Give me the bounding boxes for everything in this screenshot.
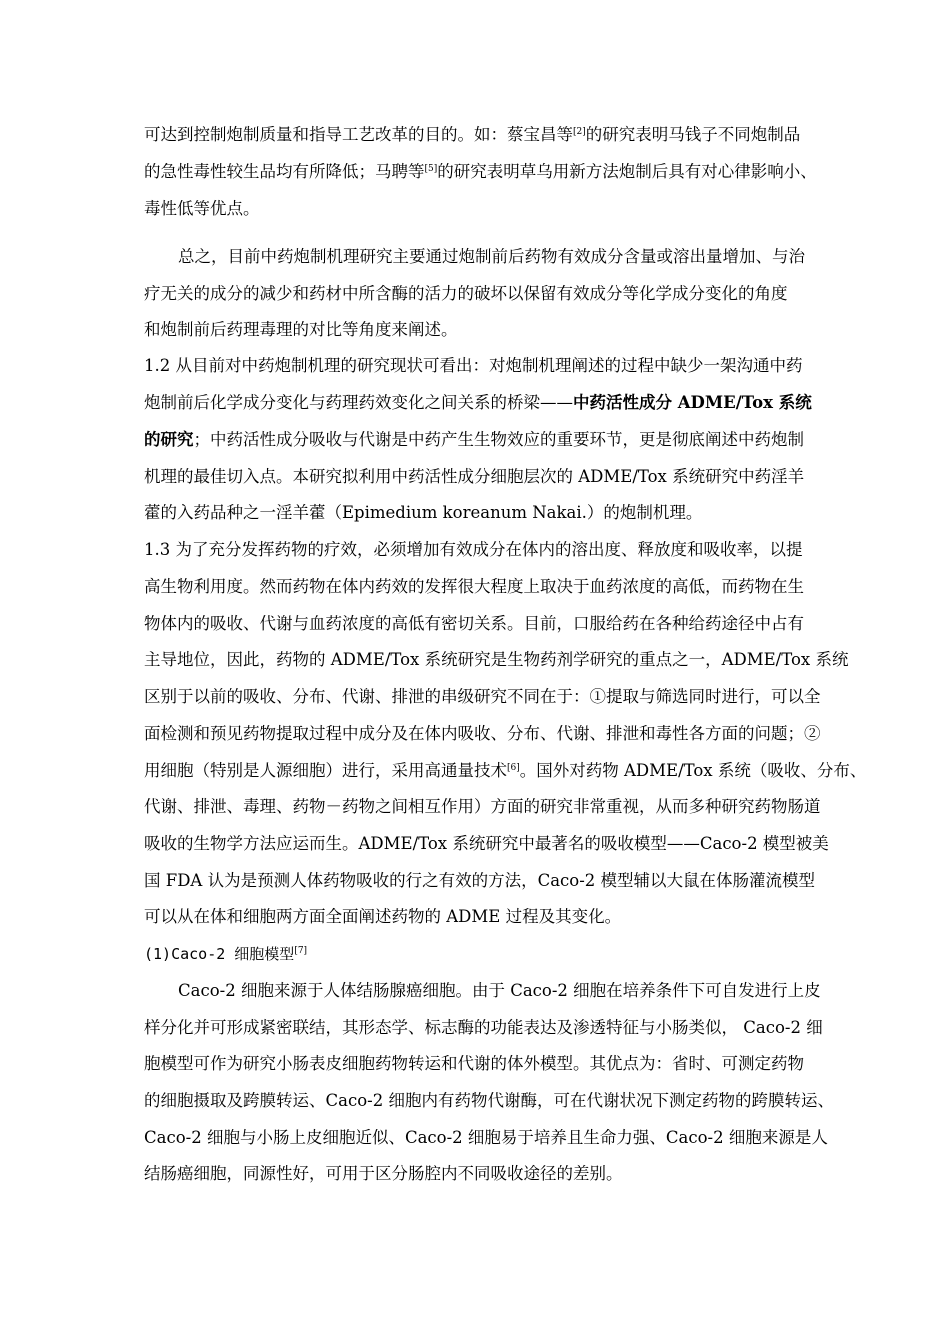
- text-line: 1.2 从目前对中药炮制机理的研究现状可看出：对炮制机理阐述的过程中缺少一架沟通中药: [144, 356, 803, 375]
- text-line: 和炮制前后药理毒理的对比等角度来阐述。: [144, 320, 458, 339]
- text-run: 的研究表明马钱子不同炮制品: [585, 125, 801, 144]
- citation-ref: [5]: [424, 164, 438, 174]
- text-line: 高生物利用度。然而药物在体内药效的发挥很大程度上取决于血药浓度的高低，而药物在生: [144, 577, 804, 596]
- text-line: 藿的入药品种之一淫羊藿（Epimedium koreanum Nakai.）的炮制机理。: [144, 503, 703, 522]
- text-line: 代谢、排泄、毒理、药物－药物之间相互作用）方面的研究非常重视，从而多种研究药物肠道: [144, 797, 821, 816]
- text-line: 的细胞摄取及跨膜转运、Caco-2 细胞内有药物代谢酶，可在代谢状况下测定药物的跨膜转运、: [144, 1091, 834, 1110]
- text-run: 的研究表明草乌用新方法炮制后具有对心律影响小、: [437, 162, 817, 181]
- text-run: 可达到控制炮制质量和指导工艺改革的目的。如：蔡宝昌等: [144, 125, 573, 144]
- text-line: [144, 429, 804, 451]
- text-line: 毒性低等优点。: [144, 199, 260, 218]
- text-line: 胞模型可作为研究小肠表皮细胞药物转运和代谢的体外模型。其优点为：省时、可测定药物: [144, 1054, 804, 1073]
- text-run: 的急性毒性较生品均有所降低；马聘等: [144, 162, 425, 181]
- citation-ref: [6]: [507, 763, 520, 773]
- citation-ref: [7]: [294, 946, 308, 956]
- text-run: 炮制前后化学成分变化与药理药效变化之间关系的桥梁——: [144, 393, 573, 412]
- text-line: [144, 124, 800, 146]
- text-line: 1.3 为了充分发挥药物的疗效，必须增加有效成分在体内的溶出度、释放度和吸收率，以提: [144, 540, 803, 559]
- text-run: 。国外对药物 ADME/Tox 系统（吸收、分布、: [519, 761, 867, 780]
- citation-ref: [2]: [573, 127, 586, 137]
- text-line: 疗无关的成分的减少和药材中所含酶的活力的破坏以保留有效成分等化学成分变化的角度: [144, 284, 788, 303]
- text-line: 结肠癌细胞，同源性好，可用于区分肠腔内不同吸收途径的差别。: [144, 1164, 623, 1183]
- text-run: ；中药活性成分吸收与代谢是中药产生生物效应的重要环节，更是彻底阐述中药炮制: [193, 430, 804, 449]
- text-run: 用细胞（特别是人源细胞）进行，采用高通量技术: [144, 761, 507, 780]
- text-line: 机理的最佳切入点。本研究拟利用中药活性成分细胞层次的 ADME/Tox 系统研究中药淫羊: [144, 467, 805, 486]
- text-line: 可以从在体和细胞两方面全面阐述药物的 ADME 过程及其变化。: [144, 907, 622, 926]
- text-line: [144, 392, 812, 414]
- text-line: 主导地位，因此，药物的 ADME/Tox 系统研究是生物药剂学研究的重点之一，ADME/Tox 系统: [144, 650, 849, 669]
- text-line: 物体内的吸收、代谢与血药浓度的高低有密切关系。目前，口服给药在各种给药途径中占有: [144, 614, 804, 633]
- text-line: 区别于以前的吸收、分布、代谢、排泄的串级研究不同在于：①提取与筛选同时进行，可以全: [144, 687, 821, 706]
- text-line: [144, 760, 866, 782]
- heading-text: (1)Caco-2 细胞模型: [144, 945, 295, 963]
- bold-text: 中药活性成分 ADME/Tox 系统: [573, 393, 812, 412]
- text-line: 国 FDA 认为是预测人体药物吸收的行之有效的方法，Caco-2 模型辅以大鼠在体肠灌流模型: [144, 871, 816, 890]
- text-line: 面检测和预见药物提取过程中成分及在体内吸收、分布、代谢、排泄和毒性各方面的问题；②: [144, 724, 821, 743]
- bold-text: 的研究: [144, 430, 194, 449]
- section-heading: [144, 943, 307, 965]
- text-line: 吸收的生物学方法应运而生。ADME/Tox 系统研究中最著名的吸收模型——Caco-2 模型被美: [144, 834, 829, 853]
- text-line: 样分化并可形成紧密联结，其形态学、标志酶的功能表达及渗透特征与小肠类似， Caco-2 细: [144, 1018, 823, 1037]
- text-line: 总之，目前中药炮制机理研究主要通过炮制前后药物有效成分含量或溶出量增加、与治: [178, 247, 805, 266]
- text-line: [144, 161, 817, 183]
- text-line: Caco-2 细胞来源于人体结肠腺癌细胞。由于 Caco-2 细胞在培养条件下可自发进行上皮: [178, 981, 821, 1000]
- text-line: Caco-2 细胞与小肠上皮细胞近似、Caco-2 细胞易于培养且生命力强、Caco-2 细胞来源是人: [144, 1128, 828, 1147]
